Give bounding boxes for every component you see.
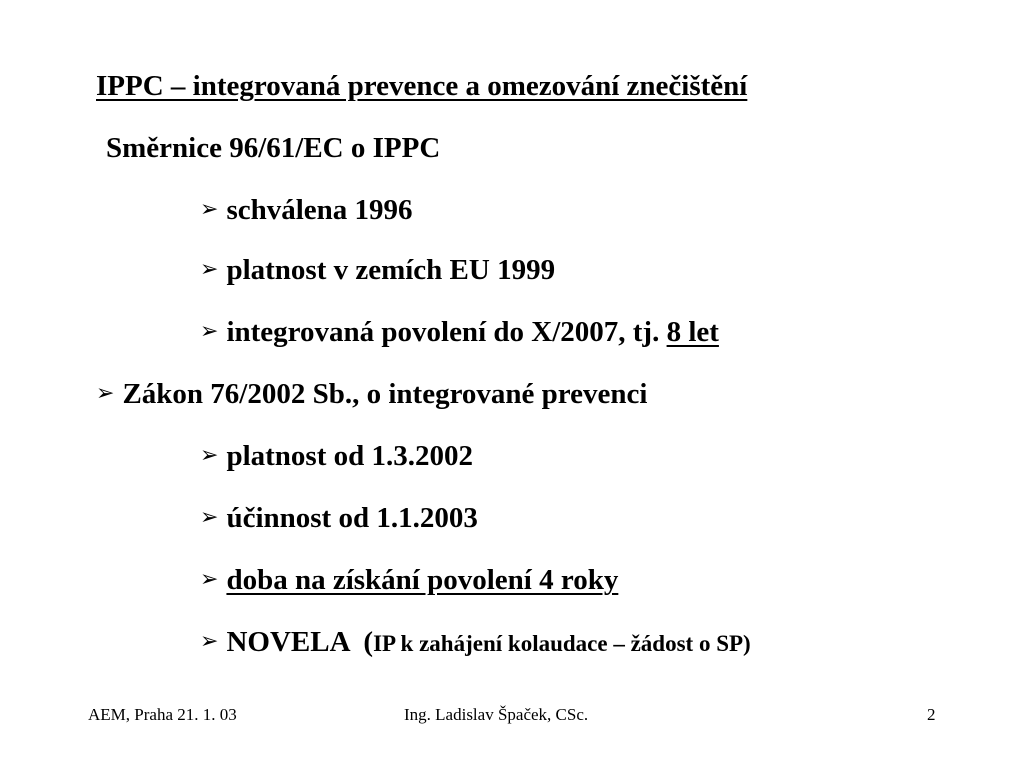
arrow-bullet-icon: ➢ [200,567,219,592]
arrow-bullet-icon: ➢ [200,629,219,654]
bullet-permits-text: integrovaná povolení do X/2007, tj. [226,316,667,348]
bullet-approved [200,196,413,225]
bullet-novela-label: NOVELA ( [226,626,374,658]
arrow-bullet-icon: ➢ [200,443,219,468]
bullet-novela [200,628,751,657]
law-heading [96,380,647,409]
bullet-permits [200,318,719,347]
bullet-eu-validity [200,256,555,285]
footer-author: Ing. Ladislav Špaček, CSc. [404,705,589,724]
slide-title: IPPC – integrovaná prevence a omezování znečištění [96,70,748,102]
bullet-eu-validity-text: platnost v zemích EU 1999 [226,254,556,286]
bullet-law-validity-text: platnost od 1.3.2002 [226,440,473,472]
bullet-law-effect [200,504,478,533]
bullet-approved-text: schválena 1996 [226,194,413,226]
bullet-deadline-text: doba na získání povolení 4 roky [226,564,619,596]
arrow-bullet-icon: ➢ [200,257,219,282]
bullet-novela-detail: IP k zahájení kolaudace – žádost o SP) [373,631,751,656]
footer-event: AEM, Praha 21. 1. 03 [88,705,237,724]
bullet-deadline [200,566,618,595]
arrow-bullet-icon: ➢ [200,197,219,222]
arrow-bullet-icon: ➢ [96,381,115,406]
bullet-law-effect-text: účinnost od 1.1.2003 [226,502,478,534]
arrow-bullet-icon: ➢ [200,505,219,530]
law-heading-text: Zákon 76/2002 Sb., o integrované prevenci [122,378,648,410]
footer-page-number: 2 [927,705,936,724]
arrow-bullet-icon: ➢ [200,319,219,344]
directive-heading: Směrnice 96/61/EC o IPPC [106,132,441,164]
bullet-law-validity [200,442,473,471]
bullet-permits-emphasis: 8 let [666,316,719,348]
